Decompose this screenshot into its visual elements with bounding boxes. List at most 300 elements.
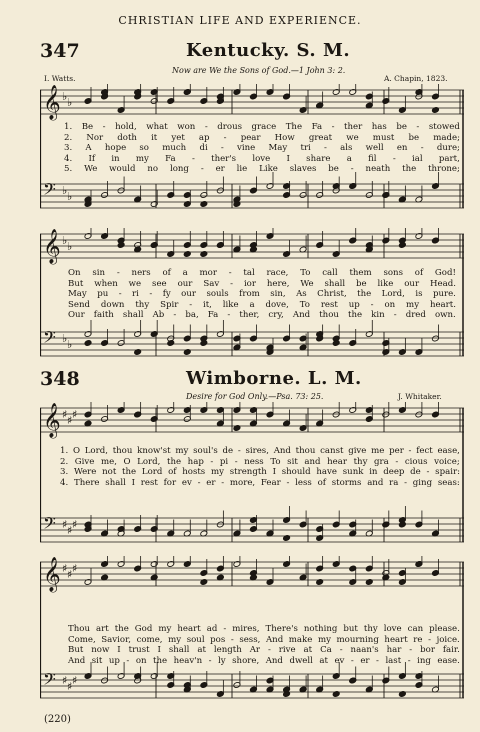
lyric-word: A [85, 143, 92, 154]
lyric-word: I [286, 153, 290, 164]
lyric-word: but [343, 624, 358, 634]
lyric-word: soul's [193, 446, 218, 456]
lyric-word: mor [199, 268, 217, 278]
lyric-word: is [415, 289, 423, 300]
lyric-word: hosts [182, 467, 206, 478]
key-signature-icon: ♯ [72, 674, 78, 687]
lyric-word: dove, [265, 299, 289, 310]
lyric-word: May [268, 143, 288, 154]
lyric-word: - [393, 310, 397, 321]
lyric-word: rest [140, 477, 158, 488]
lyric-word: we [346, 132, 359, 143]
lyric-word: spair: [435, 467, 460, 478]
lyric-word: hear [327, 456, 347, 467]
lyric-word: the [357, 289, 372, 300]
lyric-word: share [306, 153, 331, 164]
lyric-word: thou [112, 446, 133, 456]
lyric-word: yet [171, 132, 185, 143]
page-number: (220) [44, 714, 71, 725]
lyric-word: on [384, 299, 396, 310]
lyric-word: it [151, 132, 158, 143]
lyric-word: - [408, 446, 412, 456]
lyric-word: seas: [437, 477, 460, 488]
lyric-word: like [222, 299, 239, 310]
key-signature-icon: ♭ [62, 184, 68, 197]
lyric-word: trust [128, 645, 150, 656]
lyric-word: give [348, 446, 367, 456]
key-signature-icon: ♭ [62, 234, 68, 247]
key-signature-icon: ♭ [67, 240, 73, 253]
lyric-word: no [147, 164, 159, 175]
lyric-word: dred [405, 310, 426, 321]
lyric-word: must [372, 132, 395, 143]
lyric-line [68, 268, 456, 279]
lyric-word: ad [206, 624, 218, 634]
lyric-line [64, 164, 460, 175]
lyric-word: on [135, 655, 147, 666]
lyric-word: Thou [68, 624, 90, 634]
treble-clef-icon: 𝄞 [43, 229, 61, 264]
lyric-word: - [392, 153, 396, 164]
lyric-word: now [91, 645, 110, 656]
lyric-word: fy [162, 289, 171, 300]
lyric-word: Fa [207, 310, 219, 321]
lyric-word: - [428, 634, 431, 645]
lyric-word: so [139, 143, 149, 154]
lyric-word: at [303, 645, 313, 656]
lyric-word: not [102, 467, 117, 478]
lyric-word: lie [236, 164, 248, 175]
lyric-word: sit [91, 655, 103, 666]
lyric-word: up [348, 299, 360, 310]
lyric-word: my [168, 634, 182, 645]
lyric-word: heart [177, 624, 201, 634]
lyric-word: Fear [260, 477, 281, 488]
lyric-word: pi [219, 456, 229, 467]
lyric-word: pu [97, 289, 109, 300]
lyric-word: There's [265, 624, 298, 634]
lyric-word: I [157, 645, 161, 656]
lyric-line [60, 446, 460, 457]
lyric-line [68, 635, 460, 646]
lyric-word: 1. [64, 122, 73, 132]
lyric-word: be [356, 278, 367, 289]
lyric-word: them [349, 268, 372, 278]
lyric-word: throne; [428, 164, 460, 175]
lyric-word: - [237, 446, 241, 456]
lyric-word: naan's [350, 645, 379, 656]
lyric-word: But [68, 278, 84, 289]
lyric-word: me, [100, 456, 117, 467]
lyric-word: love [252, 153, 271, 164]
lyric-word: ther's [211, 153, 237, 164]
lyric-word: - [227, 310, 231, 321]
lyric-word: - [324, 143, 327, 154]
lyric-word: 3. [60, 467, 69, 478]
lyric-word: Be [81, 122, 94, 132]
lyric-word: er [360, 655, 370, 666]
lyric-word: - [286, 477, 290, 488]
lyric-word: nothing [303, 624, 338, 634]
lyric-word: great [308, 132, 333, 143]
lyric-word: Send [68, 299, 91, 310]
key-signature-icon: ♯ [72, 408, 78, 421]
lyric-word: more, [229, 477, 256, 488]
lyric-word: sin [92, 268, 106, 278]
lyric-word: And [265, 655, 283, 666]
lyric-word: much [162, 143, 187, 154]
lyric-word: But [68, 645, 84, 656]
lyric-word: thou [295, 446, 316, 456]
lyric-word: ging [412, 477, 433, 488]
lyric-word: If [88, 153, 96, 164]
lyric-word: Head. [429, 278, 456, 289]
lyric-word: Were [73, 467, 97, 478]
lyrics-block [68, 624, 460, 666]
key-signature-icon: ♯ [67, 524, 73, 537]
lyric-word: ners [131, 268, 151, 278]
lyric-word: our [181, 289, 196, 300]
lyric-word: my [317, 634, 331, 645]
lyric-word: the [114, 624, 129, 634]
lyric-word: doth [117, 132, 137, 143]
bass-clef-icon: 𝄢 [43, 513, 56, 537]
lyric-word: grace [251, 122, 277, 132]
lyric-word: heart. [429, 299, 456, 310]
lyric-word: part, [438, 153, 460, 164]
lyric-word: - [426, 467, 430, 478]
lyric-word: joice. [436, 634, 460, 645]
lyric-word: deep [383, 467, 405, 478]
lyric-word: And [273, 446, 291, 456]
lyric-word: voice; [434, 456, 460, 467]
lyric-word: de [410, 467, 421, 478]
lyric-line [60, 478, 460, 489]
lyric-word: my [210, 467, 224, 478]
lyric-word: On [68, 268, 81, 278]
key-signature-icon: ♭ [62, 90, 68, 103]
key-signature-icon: ♯ [62, 562, 68, 575]
lyric-word: come, [136, 634, 163, 645]
lyric-word: it, [202, 299, 212, 310]
lyric-word: here, [266, 278, 290, 289]
lyric-word: 1. [60, 446, 69, 456]
lyric-word: As [296, 289, 307, 300]
lyric-word: - [223, 132, 227, 143]
lyric-line [68, 279, 456, 290]
lyric-word: be [396, 122, 407, 132]
lyric-line [60, 457, 460, 468]
lyric-word: dure; [436, 143, 460, 154]
lyric-word: the [166, 456, 182, 467]
lyric-word: Christ, [317, 289, 347, 300]
lyric-word: 3. [64, 143, 73, 154]
lyric-word: of [317, 477, 326, 488]
lyric-word: ing [417, 655, 431, 666]
key-signature-icon: ♯ [67, 568, 73, 581]
lyric-line [64, 143, 460, 154]
lyric-line [68, 310, 456, 321]
lyric-word: ev [334, 655, 345, 666]
lyric-line [68, 645, 460, 656]
lyric-line [64, 133, 460, 144]
lyric-word: please. [429, 624, 460, 634]
lyric-word: rest [320, 299, 338, 310]
lyric-word: fect [416, 446, 433, 456]
lyric-word: in [111, 153, 120, 164]
lyric-word: bor [420, 645, 435, 656]
lyric-word: neath [365, 164, 391, 175]
lyric-word: souls [206, 289, 229, 300]
lyric-word: a [182, 268, 188, 278]
lyric-word: Spir [160, 299, 179, 310]
key-signature-icon: ♯ [72, 562, 78, 575]
lyric-word: ther, [239, 310, 260, 321]
lyric-word: pure. [432, 289, 456, 300]
lyric-word: Fa [311, 122, 323, 132]
lyric-word: hope [104, 143, 127, 154]
lyric-word: like [377, 278, 394, 289]
lyric-word: Ca [320, 645, 332, 656]
lyric-word: long [169, 164, 189, 175]
lyric-word: slaves [289, 164, 317, 175]
lyric-word: ri [132, 289, 139, 300]
lyric-word: the [122, 467, 137, 478]
lyric-word: stowed [428, 122, 460, 132]
lyric-word: thy [363, 624, 378, 634]
note-head [283, 93, 291, 100]
lyric-word: Come, [68, 634, 96, 645]
key-signature-icon: ♯ [62, 408, 68, 421]
lyric-word: - [376, 655, 379, 666]
lyrics-block [64, 122, 460, 175]
lyric-word: ease, [437, 446, 460, 456]
lyric-word: - [189, 299, 193, 310]
lyric-word: fil [368, 153, 377, 164]
lyric-word: sunk [342, 467, 364, 478]
note-head [349, 237, 357, 244]
author: I. Watts. [44, 74, 76, 83]
scripture-reference: Desire for God Only.—Psa. 73: 25. [186, 392, 324, 401]
lyric-word: - [230, 634, 234, 645]
lyric-word: hold, [115, 122, 137, 132]
lyric-word: love [383, 624, 402, 634]
lyric-word: tal [243, 268, 255, 278]
lyric-word: ior [243, 278, 256, 289]
lyric-word: when [94, 278, 118, 289]
lyric-word: Lord, [137, 456, 161, 467]
lyric-word: thou [319, 310, 339, 321]
lyric-word: sit [287, 456, 298, 467]
key-signature-icon: ♯ [67, 680, 73, 693]
composer: J. Whitaker. [398, 392, 442, 401]
lyric-word: well [365, 143, 384, 154]
lyric-line [68, 289, 456, 300]
lyric-word: of [162, 268, 171, 278]
lyric-word: - [409, 645, 413, 656]
lyric-word: 5. [64, 164, 73, 175]
treble-clef-icon: 𝄞 [43, 403, 61, 438]
lyric-word: be [408, 132, 420, 143]
lyric-word: sess, [239, 634, 261, 645]
lyric-line [64, 122, 460, 133]
lyric-word: for [163, 477, 177, 488]
lyric-word: the [153, 655, 168, 666]
key-signature-icon: ♭ [67, 96, 73, 109]
lyric-word: O [72, 446, 80, 456]
lyric-word: my [135, 153, 149, 164]
lyric-word: art [96, 624, 109, 634]
lyric-word: en [396, 143, 408, 154]
lyric-word: Nor [86, 132, 104, 143]
note-head [349, 677, 357, 684]
lyric-word: - [197, 477, 201, 488]
lyric-word: in [369, 467, 378, 478]
lyric-word: ra [389, 477, 399, 488]
lyric-word: per [389, 446, 404, 456]
note-head [382, 521, 390, 528]
note-head [150, 242, 158, 249]
lyric-word: We [300, 278, 314, 289]
lyric-word: - [220, 143, 224, 154]
lyric-word: Our [68, 310, 85, 321]
hymn-title: Kentucky. S. M. [186, 40, 351, 61]
lyric-word: How [274, 132, 295, 143]
lyric-word: de [222, 446, 234, 456]
bass-clef-icon: 𝄢 [43, 669, 56, 693]
hymn-number: 347 [40, 40, 80, 62]
lyric-line [64, 154, 460, 165]
lyric-word: And [68, 655, 86, 666]
lyric-word: Savior, [101, 634, 131, 645]
lyric-word: heart [384, 634, 408, 645]
lyric-word: ev [181, 477, 192, 488]
lyric-word: - [221, 477, 225, 488]
lyric-word: ba, [185, 310, 199, 321]
lyric-word: faith [93, 310, 114, 321]
lyric-word: God [134, 624, 153, 634]
key-signature-icon: ♯ [67, 414, 73, 427]
lyric-word: drous [217, 122, 243, 132]
lyric-word: - [173, 310, 177, 321]
lyric-word: would [109, 164, 136, 175]
lyric-word: - [339, 645, 343, 656]
key-signature-icon: ♭ [67, 338, 73, 351]
hymn-title: Wimborne. L. M. [186, 368, 362, 389]
key-signature-icon: ♯ [62, 518, 68, 531]
lyric-word: our [404, 278, 420, 289]
lyric-word: soul [186, 634, 205, 645]
lyric-word: shall [324, 278, 346, 289]
bass-clef-icon: 𝄢 [43, 179, 56, 203]
lyric-word: be [328, 164, 339, 175]
lyric-word: er [215, 164, 225, 175]
note-head [382, 192, 390, 199]
note-head [432, 237, 440, 244]
lyric-word: als [340, 143, 353, 154]
lyric-word: hap [187, 456, 204, 467]
lyrics-block [60, 446, 460, 488]
lyric-word: strength [229, 467, 267, 478]
lyric-word: and [367, 477, 384, 488]
lyric-word: ly [218, 655, 226, 666]
lyric-word: - [395, 456, 399, 467]
lyric-word: up [108, 655, 120, 666]
lyric-word: Ar [249, 645, 261, 656]
key-signature-icon: ♯ [72, 518, 78, 531]
lyric-word: have [316, 467, 337, 478]
lyric-word: a [346, 153, 352, 164]
lyric-word: at [319, 655, 328, 666]
lyric-word: my [406, 299, 420, 310]
lyric-word: cry, [268, 310, 284, 321]
lyric-word: ness [244, 456, 264, 467]
lyric-word: O [123, 456, 131, 467]
lyric-word: - [230, 278, 234, 289]
lyric-word: shall [168, 645, 190, 656]
lyric-word: sons [383, 268, 403, 278]
lyric-word: Like [259, 164, 278, 175]
lyric-line [68, 624, 460, 635]
lyric-word: - [404, 477, 408, 488]
lyric-word: rive [278, 645, 296, 656]
lyric-word: has [371, 122, 387, 132]
treble-clef-icon: 𝄞 [43, 557, 61, 592]
lyric-word: har [386, 645, 402, 656]
lyric-word: - [350, 164, 354, 175]
lyric-word: my [175, 446, 189, 456]
lyric-word: - [234, 456, 238, 467]
lyric-word: To [270, 456, 281, 467]
lyric-word: May [68, 289, 87, 300]
lyric-word: The [285, 122, 303, 132]
lyric-word: - [416, 122, 420, 132]
lyric-word: gra [374, 456, 389, 467]
lyric-word: from [239, 289, 260, 300]
lyric-word: - [228, 268, 232, 278]
lyric-word: ther [344, 122, 363, 132]
lyric-word: last [385, 655, 402, 666]
lyric-word: 4. [64, 153, 73, 164]
lyrics-block [68, 268, 456, 321]
lyric-word: I [272, 467, 276, 478]
lyric-word: - [420, 143, 424, 154]
lyric-word: - [116, 268, 120, 278]
lyric-word: Lord [141, 467, 163, 478]
lyric-word: made; [433, 132, 460, 143]
lyric-word: - [102, 122, 106, 132]
lyric-word: Lord, [381, 289, 405, 300]
lyric-word: - [350, 655, 354, 666]
key-signature-icon: ♯ [62, 674, 68, 687]
lyric-word: - [407, 655, 411, 666]
lyric-word: Fa [165, 153, 176, 164]
lyric-line [68, 656, 460, 667]
lyric-word: the [402, 164, 417, 175]
lyric-word: - [210, 456, 214, 467]
lyric-word: of [168, 467, 177, 478]
lyric-word: own. [434, 310, 456, 321]
lyric-word: ap [198, 132, 210, 143]
lyric-word: at [197, 645, 206, 656]
lyric-word: cious [404, 456, 428, 467]
lyric-word: re [413, 634, 423, 645]
lyric-word: Lord, [84, 446, 108, 456]
lyric-word: We [84, 164, 98, 175]
lyric-word: 2. [60, 456, 69, 467]
lyric-word: To [300, 268, 311, 278]
lyric-word: won [177, 122, 196, 132]
